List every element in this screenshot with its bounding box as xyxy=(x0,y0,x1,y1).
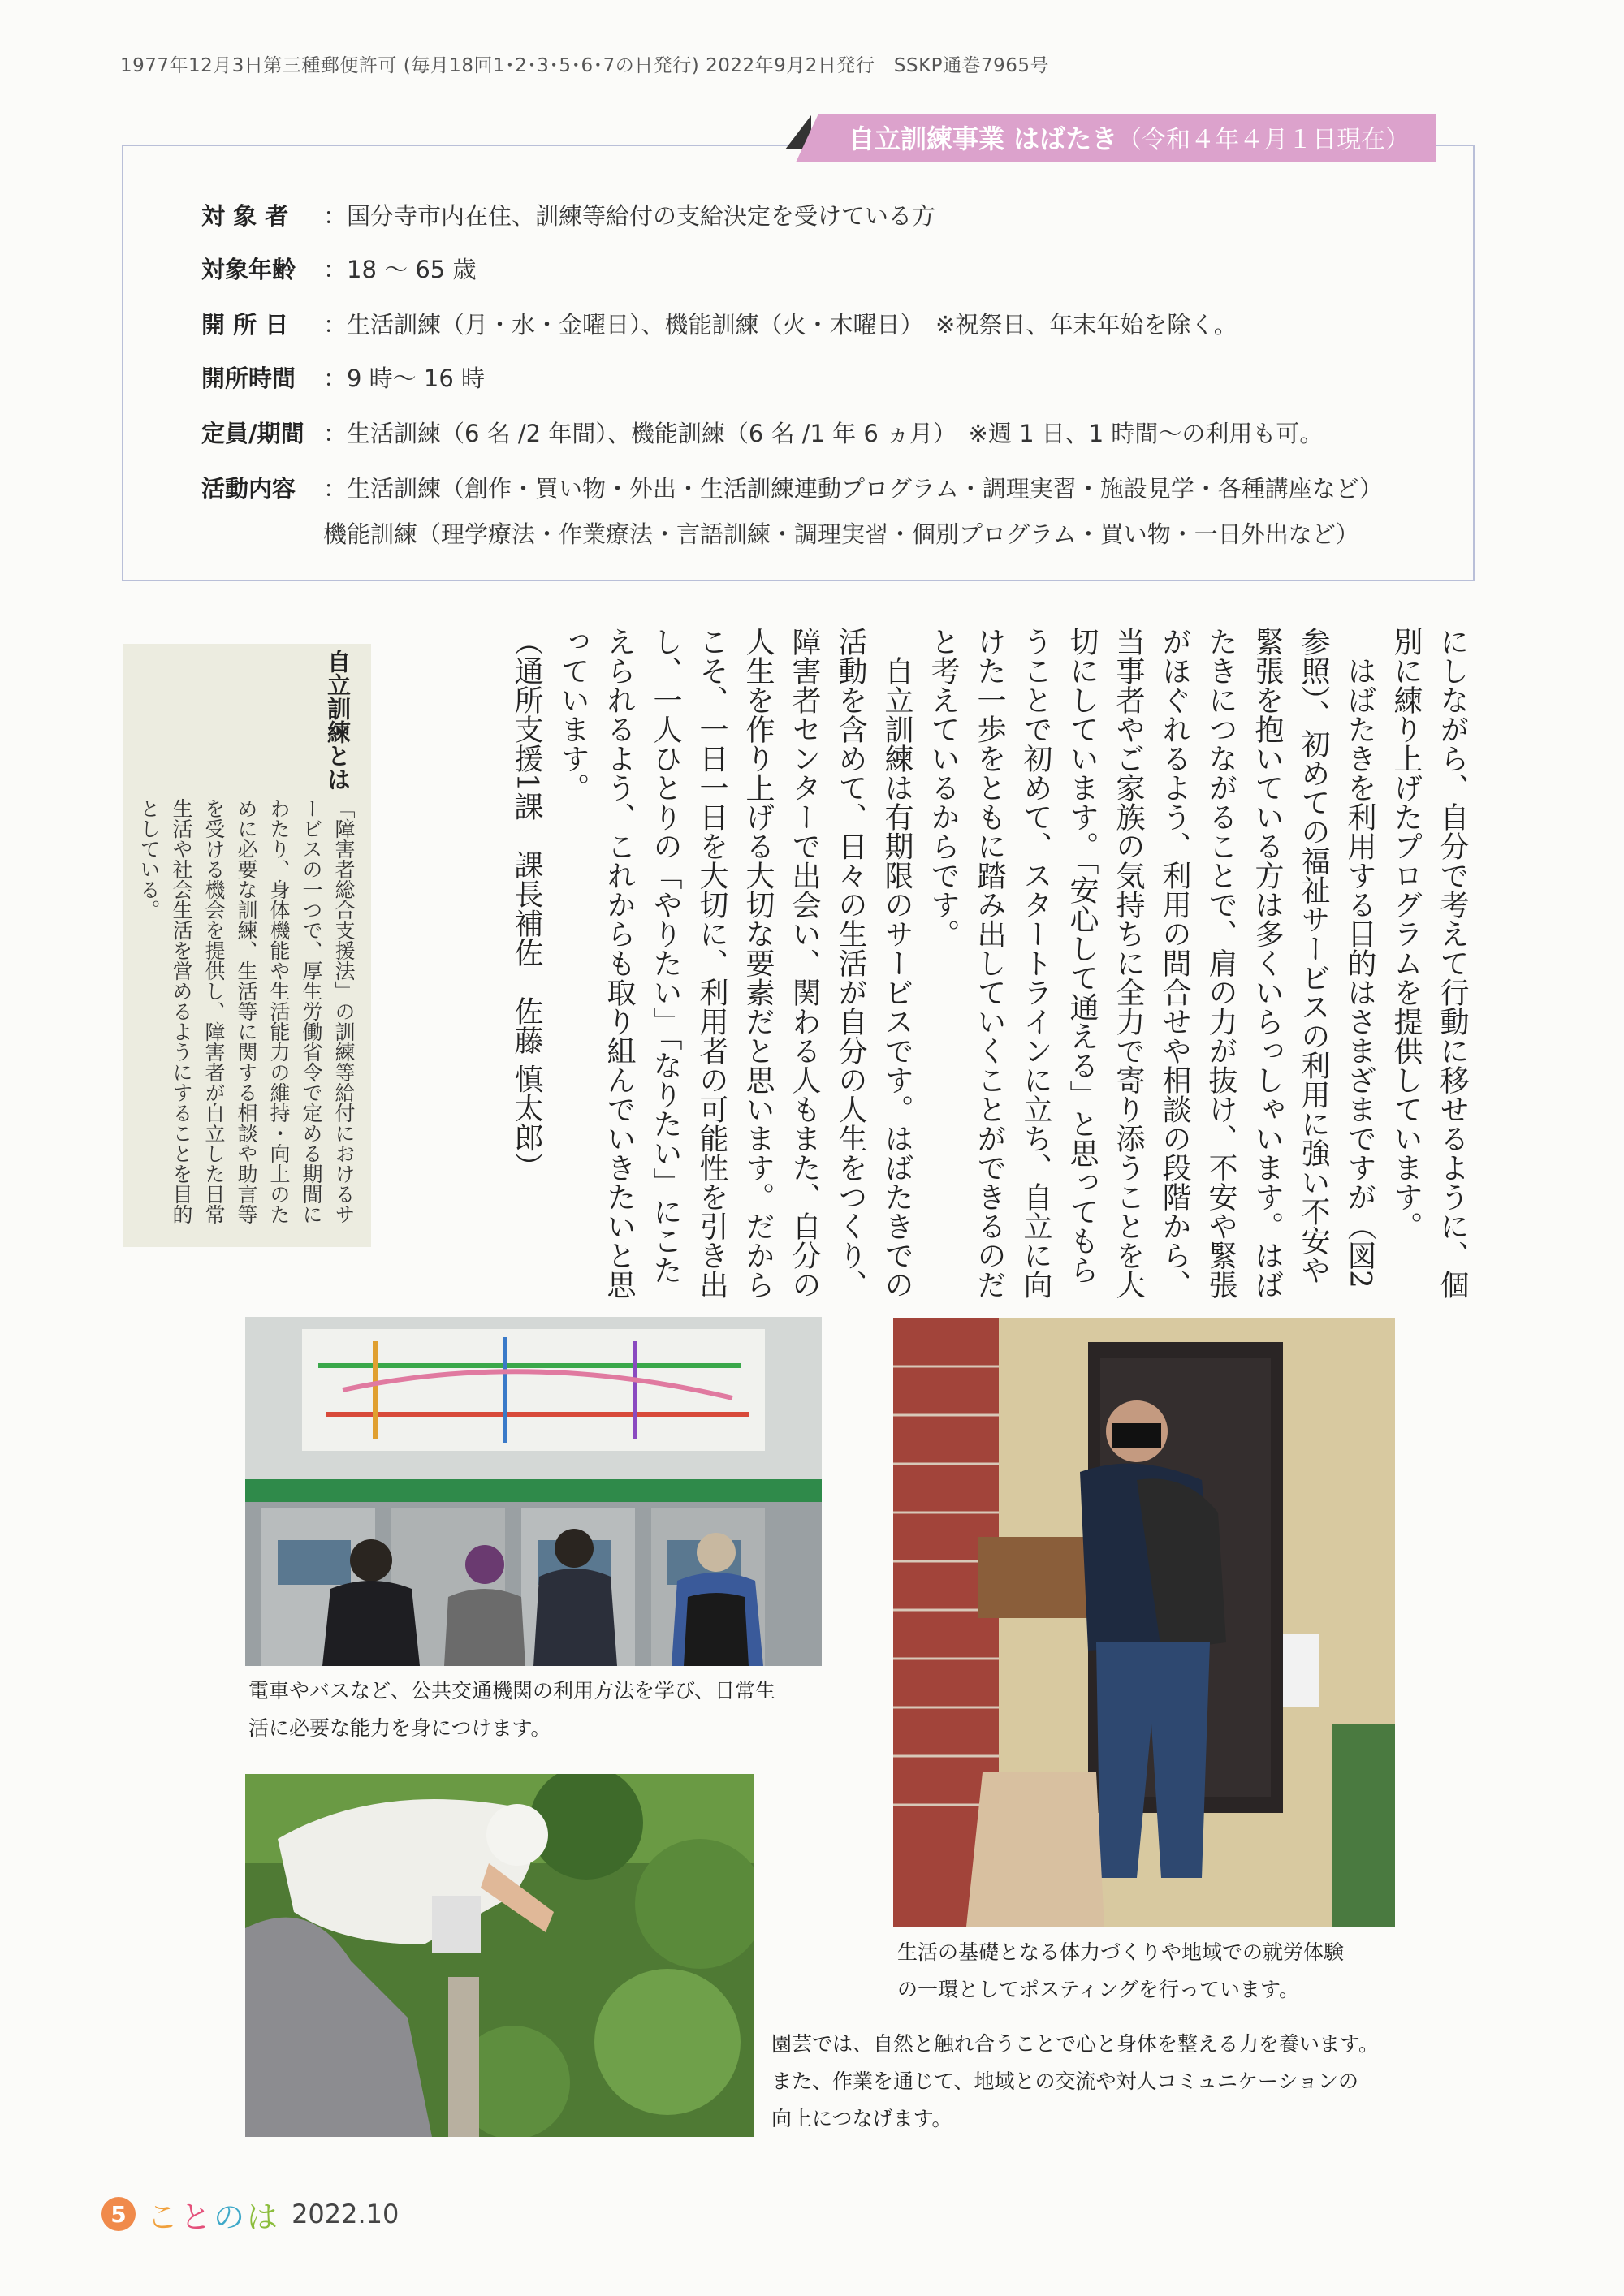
article-paragraph: はばたきを利用する目的はさまざまですが（図2参照）、初めての福祉サービスの利用に強い不安や緊張を抱いている方は多くいらっしゃいます。はばたきにつながることで、肩の力が抜け、不安や緊張がほぐれるよう、利用の問合せや相談の段階から、当事者やご家族の気持ちに全力で寄り添うことを大切にしています。「安心して通える」と思ってもらうことで初めて、スタートラインに立ち、自立に向けた一歩をともに踏み出していくことができるのだと考えているからです。 xyxy=(926,627,1376,1299)
info-value: 生活訓練（6 名 /2 年間）、機能訓練（6 名 /1 年 6 ヵ月） ※週 1 日、1 時間～の利用も可。 xyxy=(347,420,1324,447)
info-value: 9 時～ 16 時 xyxy=(347,365,486,392)
issue-date: 2022.10 xyxy=(292,2199,400,2229)
info-label: 対 象 者 xyxy=(201,202,289,230)
logo-char: の xyxy=(214,2199,248,2235)
info-label: 定員/期間 xyxy=(201,420,304,447)
info-value: 生活訓練（創作・買い物・外出・生活訓練連動プログラム・調理実習・施設見学・各種講座など） xyxy=(347,475,1383,503)
logo-char: と xyxy=(180,2199,214,2235)
info-row-activities: 活動内容 ：生活訓練（創作・買い物・外出・生活訓練連動プログラム・調理実習・施設見学・各種講座など） xyxy=(201,471,1383,504)
info-row-hours: 開所時間 ：9 時～ 16 時 xyxy=(201,360,485,394)
info-title-main: 自立訓練事業 はばたき xyxy=(849,123,1118,154)
caption-line: 電車やバスなど、公共交通機関の利用方法を学び、日常生 xyxy=(248,1679,776,1703)
photo-posting xyxy=(893,1318,1395,1927)
logo-char: は xyxy=(247,2199,281,2235)
info-row-capacity: 定員/期間 ：生活訓練（6 名 /2 年間）、機能訓練（6 名 /1 年 6 ヵ月） ※週 1 日、1 時間～の利用も可。 xyxy=(201,416,1323,449)
caption-station xyxy=(248,1672,775,1747)
article-paragraph: にしながら、自分で考えて行動に移せるように、個別に練り上げたプログラムを提供しています。 xyxy=(1389,627,1469,1299)
info-row-activities-cont: 機能訓練（理学療法・作業療法・言語訓練・調理実習・個別プログラム・買い物・一日外出など） xyxy=(323,520,1359,548)
caption-line: 活に必要な能力を身につけます。 xyxy=(248,1716,551,1740)
header-line: 1977年12月3日第三種郵便許可 (毎月18回1･2･3･5･6･7の日発行) 2022年9月2日発行 SSKP通巻7965号 xyxy=(120,55,1050,76)
info-value: 生活訓練（月・水・金曜日）、機能訓練（火・木曜日） ※祝祭日、年末年始を除く。 xyxy=(347,311,1237,339)
info-value: 18 ～ 65 歳 xyxy=(347,256,477,283)
footer xyxy=(102,2190,399,2238)
article-signature: （通所支援1課 課長補佐 佐藤 慎太郎） xyxy=(510,627,543,1181)
caption-line: また、作業を通じて、地域との交流や対人コミュニケーションの xyxy=(771,2069,1359,2093)
sidebar-text: 「障害者総合支援法」の訓練等給付におけるサービスの一つで、厚生労働省令で定める期間にわたり、身体機能や生活能力の維持・向上のために必要な訓練、生活等に関する相談や助言等を受ける機会を提供し、障害者が自立した日常生活や社会生活を営めるようにすることを目的としている。 xyxy=(137,798,356,1224)
caption-line: 生活の基礎となる体力づくりや地域での就労体験 xyxy=(897,1940,1345,1964)
page-number: 5 xyxy=(102,2197,136,2231)
caption-posting xyxy=(897,1934,1344,2009)
logo-char: こ xyxy=(147,2199,181,2235)
caption-garden xyxy=(771,2026,1379,2138)
caption-line: 向上につなげます。 xyxy=(771,2107,952,2130)
caption-line: 園芸では、自然と触れ合うことで心と身体を整える力を養います。 xyxy=(771,2032,1380,2056)
info-row-target: 対 象 者 ：国分寺市内在住、訓練等給付の支給決定を受けている方 xyxy=(201,198,935,231)
article-paragraph: 自立訓練は有期限のサービスです。はばたきでの活動を含めて、日々の生活が自分の人生をつくり、障害者センターで出会い、関わる人もまた、自分の人生を作り上げる大切な要素だと思います。だからこそ、一日一日を大切に、利用者の可能性を引き出し、一人ひとりの「やりたい」「なりたい」にこたえられるよう、これからも取り組んでいきたいと思っています。 xyxy=(556,627,914,1299)
photo-garden xyxy=(245,1774,754,2137)
photo-station xyxy=(245,1317,822,1666)
info-row-days: 開 所 日 ：生活訓練（月・水・金曜日）、機能訓練（火・木曜日） ※祝祭日、年末年始を除く。 xyxy=(201,307,1237,340)
caption-line: の一環としてポスティングを行っています。 xyxy=(897,1978,1300,2001)
kotonoha-logo xyxy=(147,2192,280,2237)
info-row-age: 対象年齢 ：18 ～ 65 歳 xyxy=(201,252,476,285)
info-label: 活動内容 xyxy=(201,475,296,503)
info-title-date: （令和４年４月１日現在） xyxy=(1117,126,1410,154)
info-label: 開 所 日 xyxy=(201,311,289,339)
info-value: 国分寺市内在住、訓練等給付の支給決定を受けている方 xyxy=(347,202,936,230)
article-body xyxy=(503,627,1475,1301)
info-label: 開所時間 xyxy=(201,365,296,392)
sidebar-heading: 自立訓練とは xyxy=(324,650,352,791)
info-label: 対象年齢 xyxy=(201,256,296,283)
info-title xyxy=(849,119,1410,156)
